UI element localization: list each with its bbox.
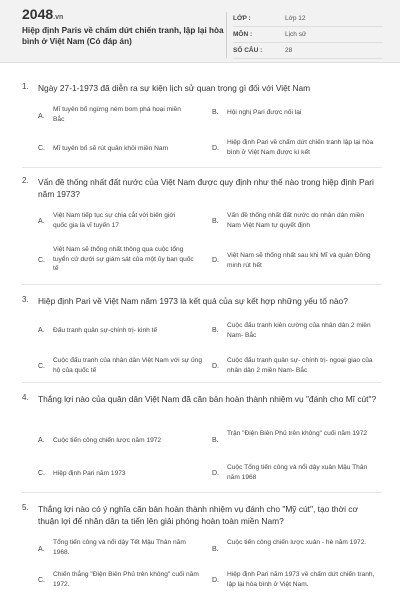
option-text[interactable]: Cuộc tiến công chiến lược năm 1972	[53, 437, 162, 444]
question-number: 1.	[22, 82, 29, 91]
option-letter[interactable]: A.	[38, 327, 45, 334]
logo-main: 2048	[22, 6, 54, 22]
option-letter[interactable]: B.	[212, 218, 219, 225]
meta-class	[233, 12, 383, 27]
option-letter[interactable]: C.	[38, 470, 45, 477]
option-text[interactable]: Mĩ tuyên bố ngừng ném bom phá hoại miền Bắc	[53, 106, 181, 123]
question-text: Thắng lợi nào có ý nghĩa căn bản hoàn thành nhiệm vụ đánh cho "Mỹ cút", tạo thời cơ thuận lợi để nhân dân ta tiến lên giải phóng hoàn toàn miền Nam?	[38, 504, 358, 526]
option-letter[interactable]: C.	[38, 577, 45, 584]
option-letter[interactable]: B.	[212, 327, 219, 334]
question-text: Hiệp định Pari về Việt Nam năm 1973 là kết quả của sự kết hợp những yếu tố nào?	[38, 296, 348, 306]
option-text[interactable]: Việt Nam sẽ thống nhất sau khi Mĩ và quân Đồng minh rút hết	[227, 252, 371, 269]
header-divider	[226, 12, 227, 58]
logo-tld: .vn	[53, 14, 64, 21]
meta-count-value: 28	[285, 47, 293, 54]
option-text[interactable]: Cuộc đấu tranh kiên cường của nhân dân 2 miền Nam- Bắc	[227, 322, 371, 339]
question-number: 3.	[22, 295, 29, 304]
option-letter[interactable]: C.	[38, 257, 45, 264]
option-letter[interactable]: D.	[212, 145, 219, 152]
meta-class-label: LỚP :	[233, 15, 251, 22]
meta-subject-value: Lịch sử	[285, 31, 307, 38]
option-text[interactable]: Vấn đề thống nhất đất nước do nhân dân miền Nam Việt Nam tự quyết định	[227, 212, 365, 229]
meta-count-label: SỐ CÂU :	[233, 47, 263, 54]
option-text[interactable]: Hội nghị Pari được nối lại	[227, 109, 302, 116]
document-title: Hiệp định Paris về chấm dứt chiến tranh, lập lại hòa bình ở Việt Nam (Có đáp án)	[22, 26, 224, 46]
option-text[interactable]: Trận "Điện Biên Phủ trên không" cuối năm 1972	[227, 430, 368, 437]
option-letter[interactable]: D.	[212, 470, 219, 477]
option-letter[interactable]: C.	[38, 145, 45, 152]
option-letter[interactable]: A.	[38, 113, 45, 120]
option-letter[interactable]: A.	[38, 218, 45, 225]
question-number: 5.	[22, 503, 29, 512]
meta-subject-label: MÔN :	[233, 31, 253, 38]
question-text: Thắng lợi nào của quân dân Việt Nam đã căn bản hoàn thành nhiệm vụ "đánh cho Mĩ cút"?	[38, 394, 377, 404]
question-number: 4.	[22, 393, 29, 402]
option-text[interactable]: Việt Nam tiếp tục sự chia cắt với biên giới quốc gia là vĩ tuyến 17	[53, 212, 176, 229]
question-divider	[22, 284, 382, 285]
meta-class-value: Lớp 12	[285, 15, 306, 22]
question-text: Ngày 27-1-1973 đã diễn ra sự kiện lịch sử quan trọng gì đối với Việt Nam	[38, 83, 311, 93]
site-logo[interactable]	[22, 6, 63, 22]
option-text[interactable]: Chiến thắng "Điện Biên Phủ trên không" cuối năm 1972.	[53, 571, 199, 588]
option-letter[interactable]: A.	[38, 437, 45, 444]
option-letter[interactable]: B.	[212, 109, 219, 116]
question-number: 2.	[22, 176, 29, 185]
option-text[interactable]: Cuộc Tổng tiến công và nổi dậy xuân Mậu Thân năm 1968	[227, 464, 368, 481]
option-letter[interactable]: D.	[212, 363, 219, 370]
option-letter[interactable]: B.	[212, 437, 219, 444]
option-letter[interactable]: C.	[38, 363, 45, 370]
option-letter[interactable]: B.	[212, 546, 219, 553]
meta-subject	[233, 28, 383, 43]
option-text[interactable]: Việt Nam sẽ thống nhất thông qua cuộc tổng tuyển cử dưới sự giám sát của một ủy ban quốc tế	[53, 246, 194, 272]
question-divider	[22, 167, 382, 168]
question-divider	[22, 382, 382, 383]
option-letter[interactable]: A.	[38, 546, 45, 553]
option-text[interactable]: Hiệp định Pari về chấm dứt chiến tranh lập lại hòa bình ở Việt Nam được kí kết	[227, 139, 374, 156]
option-letter[interactable]: D.	[212, 577, 219, 584]
option-text[interactable]: Tổng tiến công và nổi dậy Tết Mậu Thân năm 1968.	[53, 539, 186, 556]
option-text[interactable]: Hiệp định Pari năm 1973	[53, 470, 126, 477]
option-text[interactable]: Hiệp định Pari năm 1973 về chấm dứt chiến tranh, lập lại hòa bình ở Việt Nam.	[227, 571, 375, 588]
question-text: Vấn đề thống nhất đất nước của Việt Nam được quy định như thế nào trong hiệp định Pari năm 1973?	[38, 177, 374, 199]
option-text[interactable]: Cuộc đấu tranh quân sự- chính trị- ngoại giao của nhân dân 2 miền Nam- Bắc	[227, 357, 373, 374]
document-header	[0, 0, 400, 63]
question-divider	[22, 492, 382, 493]
meta-count	[233, 44, 383, 59]
option-text[interactable]: Cuộc tiến công chiến lược xuân - hè năm 1972.	[227, 539, 367, 546]
option-text[interactable]: Mĩ tuyên bố sẽ rút quân khỏi miền Nam	[53, 145, 169, 152]
option-letter[interactable]: D.	[212, 257, 219, 264]
option-text[interactable]: Cuộc đấu tranh của nhân dân Việt Nam với sự ủng hộ của quốc tế	[53, 357, 203, 374]
option-text[interactable]: Đấu tranh quân sự-chính trị- kinh tế	[53, 327, 158, 334]
